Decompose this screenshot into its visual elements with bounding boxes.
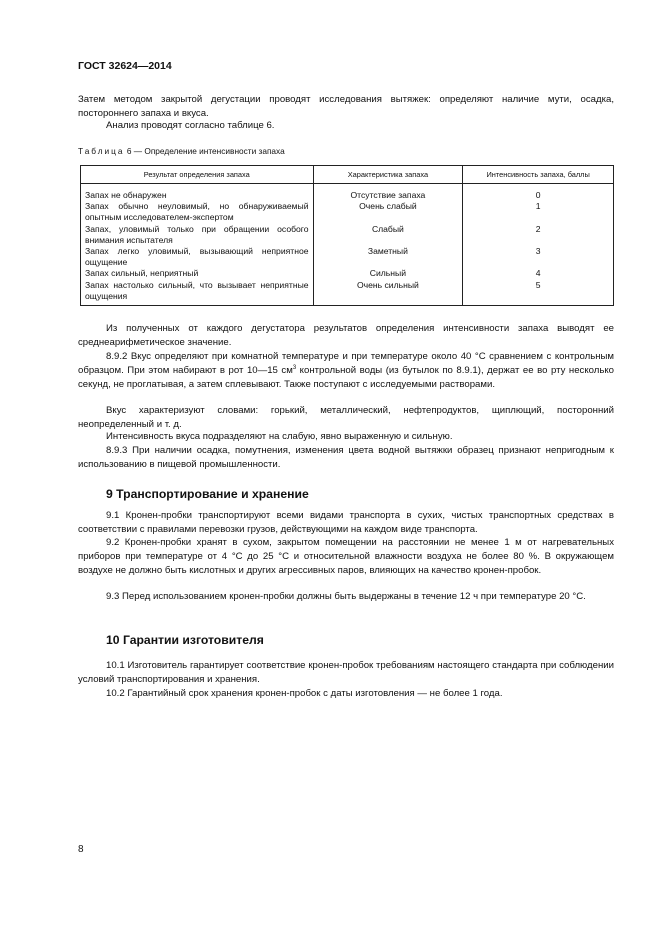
clause-8-9-2: 8.9.2 Вкус определяют при комнатной температуре и при температуре около 40 °С сравнением с контрольным образцом. При этом набирают в рот 10—15 $см^3$ контрольной воды (из бутылок по 8.9.1), держат ее во рту несколько секунд, не проглатывая, а затем сплевывают. Также поступают с исследуемыми растворами. [78,351,614,391]
clause-10-2: 10.2 Гарантийный срок хранения кронен-пробок с даты изготовления — не более 1 года. [106,688,503,699]
table-row: Запах не обнаружен Отсутствие запаха 0 [81,184,614,202]
table-row: Запах обычно неуловимый, но обнаруживаемый опытным исследователем-экспертом Очень слабый 1 [81,201,614,223]
table-row: Запах сильный, неприятный Сильный 4 [81,268,614,279]
table-reference: Анализ проводят согласно таблице 6. [106,120,275,131]
table-row: Запах, уловимый только при обращении особого внимания испытателя Слабый 2 [81,224,614,246]
table-header-result: Результат определения запаха [81,166,314,184]
table-caption-text: 6 — Определение интенсивности запаха [126,146,285,156]
clause-10-1: 10.1 Изготовитель гарантирует соответствие кронен-пробок требованиям настоящего стандарта при соблюдении условий транспортирования и хранения. [78,660,614,686]
taste-words-paragraph: Вкус характеризуют словами: горький, металлический, нефтепродуктов, щиплющий, посторонний неопределенный и т. д. [78,405,614,431]
clause-9-2: 9.2 Кронен-пробки хранят в сухом, закрытом помещении на расстоянии не менее 1 м от нагревательных приборов при температуре от 4 °С до 25 °С и относительной влажности воздуха не более 80 %. В окружающем воздухе не должно быть кислотных и других агрессивных паров, влияющих на качество кронен-пробок. [78,537,614,577]
clause-9-3: 9.3 Перед использованием кронен-пробки должны быть выдержаны в течение 12 ч при температуре 20 °С. [106,591,586,602]
odor-intensity-table [80,165,614,306]
section-9-title: 9 Транспортирование и хранение [106,487,309,501]
table-row: Запах настолько сильный, что вызывает неприятные ощущения Очень сильный 5 [81,280,614,306]
clause-8-9-3: 8.9.3 При наличии осадка, помутнения, изменения цвета водной вытяжки образец признают непригодным к использованию в пищевой промышленности. [78,445,614,471]
table-header-intensity: Интенсивность запаха, баллы [463,166,614,184]
page-number: 8 [78,844,84,855]
document-code: ГОСТ 32624—2014 [78,60,172,72]
clause-9-1: 9.1 Кронен-пробки транспортируют всеми видами транспорта в сухих, чистых транспортных средствах в соответствии с правилами перевозки грузов, действующими на каждом виде транспорта. [78,510,614,536]
average-paragraph: Из полученных от каждого дегустатора результатов определения интенсивности запаха выводят ее среднеарифметическое значение. [78,323,614,349]
table-row: Запах легко уловимый, вызывающий неприятное ощущение Заметный 3 [81,246,614,268]
table-caption-label: Таблица [78,146,125,156]
table-caption [78,146,285,156]
table-header-characteristic: Характеристика запаха [313,166,463,184]
section-10-title: 10 Гарантии изготовителя [106,633,264,647]
taste-intensity-paragraph: Интенсивность вкуса подразделяют на слабую, явно выраженную и сильную. [106,431,453,442]
intro-paragraph: Затем методом закрытой дегустации проводят исследования вытяжек: определяют наличие мути, осадка, постороннего запаха и вкуса. [78,94,614,120]
superscript-3: 3 [292,365,297,372]
